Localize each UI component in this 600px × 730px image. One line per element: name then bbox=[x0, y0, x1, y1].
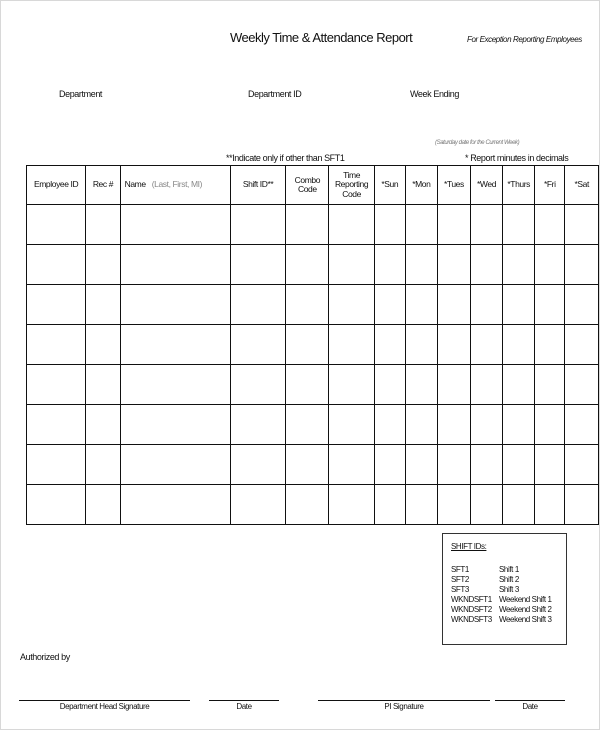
table-row bbox=[27, 405, 599, 445]
table-cell[interactable] bbox=[120, 485, 230, 525]
table-cell[interactable] bbox=[230, 285, 286, 325]
table-cell[interactable] bbox=[535, 365, 565, 405]
shift-id-label: Weekend Shift 2 bbox=[499, 605, 552, 614]
table-cell[interactable] bbox=[503, 445, 535, 485]
shift-id-code: WKNDSFT1 bbox=[451, 595, 492, 604]
table-cell[interactable] bbox=[405, 245, 438, 285]
column-header-label: *Tues bbox=[443, 179, 464, 190]
column-header bbox=[86, 166, 120, 205]
column-header bbox=[230, 166, 286, 205]
table-cell[interactable] bbox=[405, 285, 438, 325]
name-format-hint: (Last, First, MI) bbox=[151, 179, 203, 190]
shift-id-legend bbox=[442, 533, 567, 645]
table-cell[interactable] bbox=[535, 285, 565, 325]
table-cell[interactable] bbox=[503, 405, 535, 445]
table-cell[interactable] bbox=[86, 365, 120, 405]
department-label: Department bbox=[59, 89, 103, 99]
report-subtitle: For Exception Reporting Employees bbox=[467, 35, 582, 44]
table-row bbox=[27, 365, 599, 405]
table-cell[interactable] bbox=[565, 365, 599, 405]
department-id-label: Department ID bbox=[248, 89, 302, 99]
table-cell[interactable] bbox=[565, 205, 599, 245]
column-header-label: Employee ID bbox=[33, 179, 79, 190]
column-header-label: *Mon bbox=[412, 179, 431, 190]
table-cell[interactable] bbox=[405, 205, 438, 245]
table-cell[interactable] bbox=[120, 365, 230, 405]
table-cell[interactable] bbox=[438, 205, 471, 245]
table-cell[interactable] bbox=[329, 245, 375, 285]
table-row bbox=[27, 325, 599, 365]
table-cell[interactable] bbox=[86, 205, 120, 245]
table-cell[interactable] bbox=[120, 205, 230, 245]
table-cell[interactable] bbox=[286, 405, 329, 445]
table-cell[interactable] bbox=[535, 245, 565, 285]
table-cell[interactable] bbox=[535, 205, 565, 245]
legend-title: SHIFT IDs: bbox=[451, 542, 487, 551]
table-cell[interactable] bbox=[405, 405, 438, 445]
table-cell[interactable] bbox=[565, 445, 599, 485]
table-cell[interactable] bbox=[120, 325, 230, 365]
column-header-label: Combo Code bbox=[294, 174, 321, 194]
column-header-label: Name bbox=[124, 179, 146, 190]
table-cell[interactable] bbox=[230, 405, 286, 445]
minutes-note: * Report minutes in decimals bbox=[465, 153, 569, 163]
table-cell[interactable] bbox=[565, 325, 599, 365]
table-cell[interactable] bbox=[470, 285, 503, 325]
table-cell[interactable] bbox=[405, 445, 438, 485]
column-header bbox=[405, 166, 438, 205]
week-ending-note: (Saturday date for the Current Week) bbox=[435, 140, 520, 146]
table-cell[interactable] bbox=[230, 445, 286, 485]
table-cell[interactable] bbox=[438, 245, 471, 285]
column-header-label: Shift ID** bbox=[242, 179, 274, 190]
table-cell[interactable] bbox=[329, 205, 375, 245]
table-row bbox=[27, 445, 599, 485]
table-cell[interactable] bbox=[120, 445, 230, 485]
column-header bbox=[503, 166, 535, 205]
table-cell[interactable] bbox=[565, 485, 599, 525]
table-cell[interactable] bbox=[374, 405, 405, 445]
column-header bbox=[470, 166, 503, 205]
shift-id-label: Shift 3 bbox=[499, 585, 519, 594]
table-cell[interactable] bbox=[535, 325, 565, 365]
table-cell[interactable] bbox=[374, 245, 405, 285]
shift-id-label: Weekend Shift 3 bbox=[499, 615, 552, 624]
table-cell[interactable] bbox=[374, 285, 405, 325]
column-header-label: *Fri bbox=[543, 179, 556, 190]
table-cell[interactable] bbox=[503, 205, 535, 245]
table-cell[interactable] bbox=[286, 205, 329, 245]
table-cell[interactable] bbox=[503, 285, 535, 325]
table-cell[interactable] bbox=[565, 245, 599, 285]
table-cell[interactable] bbox=[286, 445, 329, 485]
column-header-label: *Wed bbox=[477, 179, 497, 190]
table-cell[interactable] bbox=[86, 325, 120, 365]
table-cell[interactable] bbox=[329, 325, 375, 365]
shift-id-code: SFT2 bbox=[451, 575, 469, 584]
table-cell[interactable] bbox=[405, 365, 438, 405]
shift-id-label: Shift 2 bbox=[499, 575, 519, 584]
shift-id-code: SFT3 bbox=[451, 585, 469, 594]
table-cell[interactable] bbox=[503, 245, 535, 285]
table-cell[interactable] bbox=[503, 365, 535, 405]
table-cell[interactable] bbox=[535, 445, 565, 485]
signature-label: PI Signature bbox=[384, 702, 424, 711]
table-cell[interactable] bbox=[329, 285, 375, 325]
table-cell[interactable] bbox=[86, 285, 120, 325]
table-cell[interactable] bbox=[405, 485, 438, 525]
signature-label: Department Head Signature bbox=[59, 702, 150, 711]
table-cell[interactable] bbox=[565, 405, 599, 445]
table-cell[interactable] bbox=[470, 205, 503, 245]
table-cell[interactable] bbox=[27, 285, 86, 325]
table-cell[interactable] bbox=[535, 405, 565, 445]
table-cell[interactable] bbox=[470, 445, 503, 485]
table-cell[interactable] bbox=[27, 245, 86, 285]
table-row bbox=[27, 285, 599, 325]
column-header-label: *Sat bbox=[574, 179, 589, 190]
column-header bbox=[438, 166, 471, 205]
table-cell[interactable] bbox=[27, 445, 86, 485]
table-cell[interactable] bbox=[230, 325, 286, 365]
table-cell[interactable] bbox=[120, 405, 230, 445]
table-cell[interactable] bbox=[329, 365, 375, 405]
date-line-1[interactable] bbox=[209, 700, 279, 711]
table-cell[interactable] bbox=[286, 245, 329, 285]
table-cell[interactable] bbox=[230, 245, 286, 285]
signature-label: Date bbox=[236, 702, 252, 711]
table-cell[interactable] bbox=[470, 325, 503, 365]
table-cell[interactable] bbox=[230, 365, 286, 405]
table-cell[interactable] bbox=[27, 405, 86, 445]
column-header bbox=[565, 166, 599, 205]
table-cell[interactable] bbox=[120, 245, 230, 285]
table-cell[interactable] bbox=[503, 325, 535, 365]
report-title: Weekly Time & Attendance Report bbox=[230, 30, 413, 45]
table-row bbox=[27, 205, 599, 245]
table-cell[interactable] bbox=[27, 365, 86, 405]
column-header-label: Rec # bbox=[92, 179, 114, 190]
column-header-label: Time Reporting Code bbox=[334, 169, 369, 199]
table-cell[interactable] bbox=[438, 485, 471, 525]
table-cell[interactable] bbox=[438, 365, 471, 405]
pi-signature-line[interactable] bbox=[318, 700, 490, 711]
table-cell[interactable] bbox=[230, 205, 286, 245]
table-cell[interactable] bbox=[438, 325, 471, 365]
signature-label: Date bbox=[522, 702, 538, 711]
date-line-2[interactable] bbox=[495, 700, 565, 711]
table-row bbox=[27, 485, 599, 525]
table-cell[interactable] bbox=[230, 485, 286, 525]
column-header bbox=[286, 166, 329, 205]
table-cell[interactable] bbox=[470, 405, 503, 445]
table-cell[interactable] bbox=[329, 445, 375, 485]
table-cell[interactable] bbox=[329, 485, 375, 525]
week-ending-label: Week Ending bbox=[410, 89, 459, 99]
authorized-by-label: Authorized by bbox=[20, 652, 70, 662]
table-cell[interactable] bbox=[438, 285, 471, 325]
table-cell[interactable] bbox=[86, 485, 120, 525]
table-cell[interactable] bbox=[286, 285, 329, 325]
shift-id-code: SFT1 bbox=[451, 565, 469, 574]
shift-id-label: Shift 1 bbox=[499, 565, 519, 574]
shift-note: **Indicate only if other than SFT1 bbox=[226, 153, 345, 163]
table-cell[interactable] bbox=[286, 325, 329, 365]
table-cell[interactable] bbox=[470, 485, 503, 525]
column-header bbox=[329, 166, 375, 205]
shift-id-code: WKNDSFT3 bbox=[451, 615, 492, 624]
table-cell[interactable] bbox=[286, 485, 329, 525]
column-header bbox=[120, 166, 230, 205]
table-cell[interactable] bbox=[86, 245, 120, 285]
table-cell[interactable] bbox=[438, 445, 471, 485]
table-cell[interactable] bbox=[374, 445, 405, 485]
table-cell[interactable] bbox=[286, 365, 329, 405]
table-cell[interactable] bbox=[374, 365, 405, 405]
table-cell[interactable] bbox=[374, 325, 405, 365]
table-cell[interactable] bbox=[405, 325, 438, 365]
table-cell[interactable] bbox=[86, 445, 120, 485]
shift-id-label: Weekend Shift 1 bbox=[499, 595, 552, 604]
table-cell[interactable] bbox=[374, 485, 405, 525]
table-cell[interactable] bbox=[86, 405, 120, 445]
table-cell[interactable] bbox=[329, 405, 375, 445]
table-cell[interactable] bbox=[374, 205, 405, 245]
column-header bbox=[27, 166, 86, 205]
table-cell[interactable] bbox=[27, 205, 86, 245]
department-head-signature-line[interactable] bbox=[19, 700, 190, 711]
table-cell[interactable] bbox=[27, 325, 86, 365]
table-row bbox=[27, 245, 599, 285]
column-header bbox=[374, 166, 405, 205]
table-cell[interactable] bbox=[27, 485, 86, 525]
column-header-label: *Thurs bbox=[507, 179, 531, 190]
table-cell[interactable] bbox=[565, 285, 599, 325]
attendance-table bbox=[26, 165, 599, 525]
table-cell[interactable] bbox=[503, 485, 535, 525]
table-cell[interactable] bbox=[470, 365, 503, 405]
table-cell[interactable] bbox=[438, 405, 471, 445]
column-header-label: *Sun bbox=[381, 179, 399, 190]
column-header bbox=[535, 166, 565, 205]
table-cell[interactable] bbox=[120, 285, 230, 325]
table-cell[interactable] bbox=[535, 485, 565, 525]
shift-id-code: WKNDSFT2 bbox=[451, 605, 492, 614]
table-cell[interactable] bbox=[470, 245, 503, 285]
